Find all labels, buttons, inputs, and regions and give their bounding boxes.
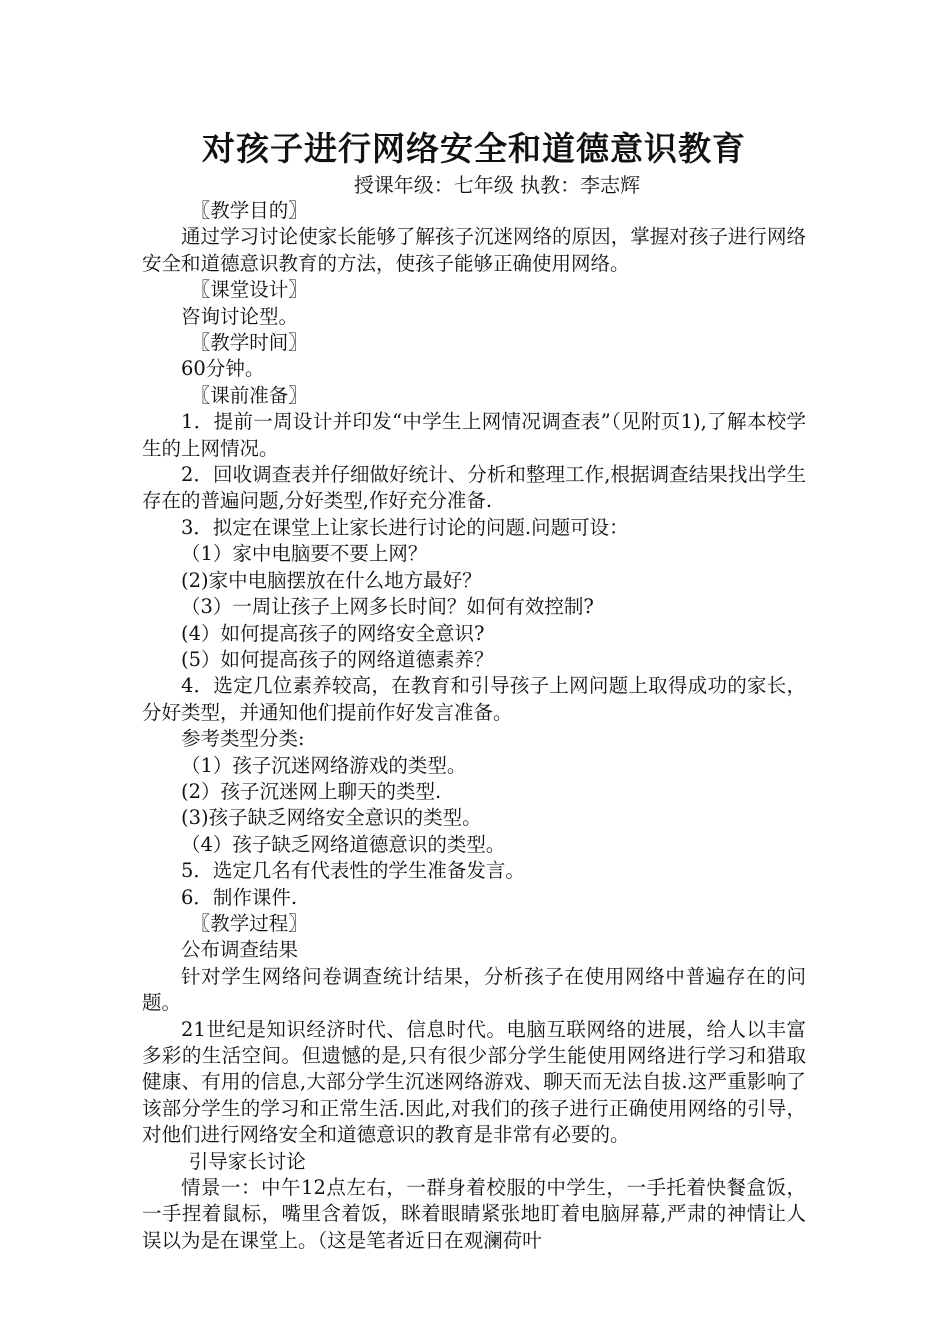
process-paragraph: 21世纪是知识经济时代、信息时代。电脑互联网络的进展，给人以丰富多彩的生活空间。但遗憾的是,只有很少部分学生能使用网络进行学习和猎取健康、有用的信息,大部分学生沉迷网络游戏、聊天而无法自拔.这严重影响了该部分学生的学习和正常生活.因此,对我们的孩子进行正确使用网络的引导，对他们进行网络安全和道德意识的教育是非常有必要的。 [142,1017,806,1147]
document-page [142,126,806,1254]
process-step-1-text: 针对学生网络问卷调查统计结果，分析孩子在使用网络中普遍存在的问题。 [142,964,806,1015]
heading-objective: 〖教学目的〗 [190,199,308,222]
prep-item-1: 1．提前一周设计并印发“中学生上网情况调查表”（见附页1),了解本校学生的上网情况。 [142,410,806,460]
prep-item-6: 6．制作课件. [181,885,298,909]
prep-question-2: (2)家中电脑摆放在什么地方最好？ [181,568,482,592]
prep-reference-label: 参考类型分类: [181,727,305,751]
prep-question-1: （1）家中电脑要不要上网？ [181,542,428,566]
prep-item-2: 2．回收调查表并仔细做好统计、分析和整理工作,根据调查结果找出学生存在的普遍问题,分好类型,作好充分准备. [142,463,806,513]
heading-time: 〖教学时间〗 [190,331,308,355]
prep-type-1: （1）孩子沉迷网络游戏的类型。 [181,753,467,777]
heading-process: 〖教学过程〗 [190,911,308,935]
prep-type-2: (2）孩子沉迷网上聊天的类型. [181,779,442,803]
objective-text: 通过学习讨论使家长能够了解孩子沉迷网络的原因，掌握对孩子进行网络安全和道德意识教育的方法，使孩子能够正确使用网络。 [142,225,806,275]
prep-item-4: 4．选定几位素养较高，在教育和引导孩子上网问题上取得成功的家长，分好类型，并通知他们提前作好发言准备。 [142,674,806,724]
prep-question-4: (4）如何提高孩子的网络安全意识? [181,621,485,645]
process-scene-1: 情景一：中午12点左右，一群身着校服的中学生，一手托着快餐盒饭，一手捏着鼠标，嘴里含着饭，眯着眼睛紧张地盯着电脑屏幕,严肃的神情让人误以为是在课堂上。（这是笔者近日在观澜荷叶 [142,1176,806,1252]
document-subtitle: 授课年级：七年级 执教：李志辉 [353,173,641,197]
time-text: 60分钟。 [181,357,265,381]
prep-question-3: （3）一周让孩子上网多长时间？如何有效控制? [181,595,594,619]
prep-question-5: (5）如何提高孩子的网络道德素养？ [181,647,494,671]
prep-item-3: 3．拟定在课堂上让家长进行讨论的问题.问题可设： [181,515,629,539]
prep-type-4: （4）孩子缺乏网络道德意识的类型。 [181,832,506,856]
prep-item-5: 5．选定几名有代表性的学生准备发言。 [181,859,525,883]
heading-prep: 〖课前准备〗 [190,383,308,407]
prep-type-3: (3)孩子缺乏网络安全意识的类型。 [181,806,482,830]
heading-design: 〖课堂设计〗 [190,278,308,302]
process-step-1-title: 公布调查结果 [181,938,299,962]
process-step-2-title: 引导家长讨论 [188,1149,306,1173]
design-text: 咨询讨论型。 [181,304,299,328]
document-title: 对孩子进行网络安全和道德意识教育 [202,129,746,168]
